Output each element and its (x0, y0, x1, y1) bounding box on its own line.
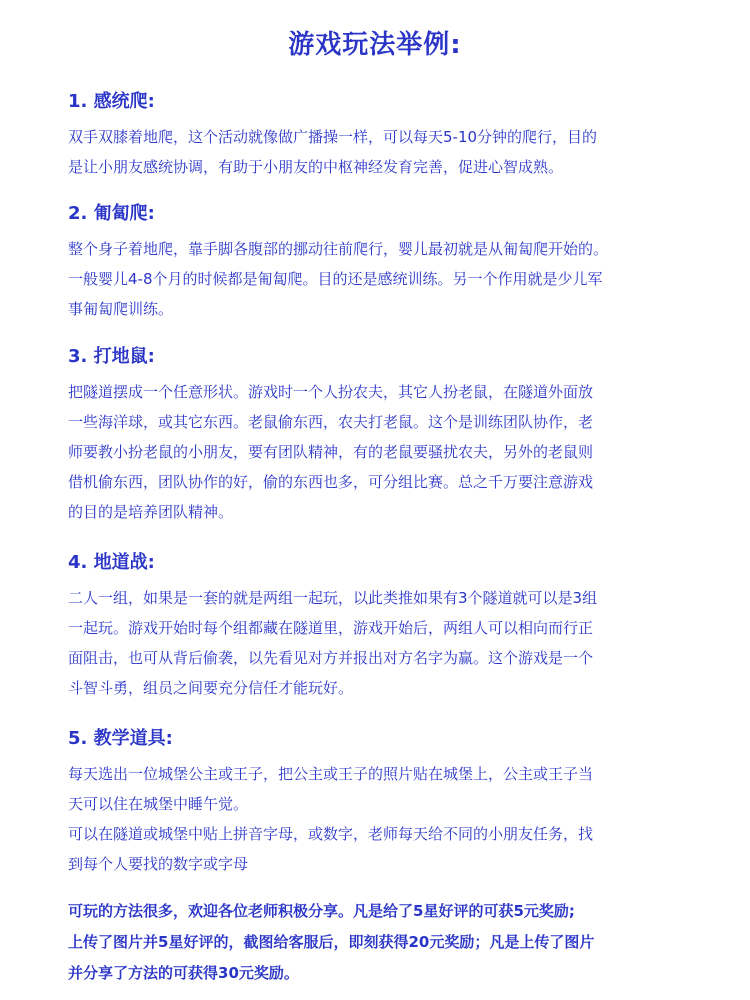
section-line: 面阻击，也可从背后偷袭，以先看见对方并报出对方名字为赢。这个游戏是一个 (68, 649, 594, 667)
section-line: 整个身子着地爬，靠手脚各腹部的挪动往前爬行，婴儿最初就是从匍匐爬开始的。 (68, 240, 609, 258)
section-1 (68, 90, 708, 182)
section-line: 师要教小扮老鼠的小朋友，要有团队精神，有的老鼠要骚扰农夫，另外的老鼠则 (68, 443, 594, 461)
section-line: 一起玩。游戏开始时每个组都藏在隧道里，游戏开始后，两组人可以相向而行正 (68, 619, 594, 637)
section-heading: 1. 感统爬: (68, 91, 155, 112)
section-line: 可以在隧道或城堡中贴上拼音字母，或数字，老师每天给不同的小朋友任务，找 (68, 825, 594, 843)
section-line: 每天选出一位城堡公主或王子，把公主或王子的照片贴在城堡上，公主或王子当 (68, 765, 594, 783)
section-line: 二人一组，如果是一套的就是两组一起玩，以此类推如果有3个隧道就可以是3组 (68, 589, 598, 607)
section-line: 是让小朋友感统协调，有助于小朋友的中枢神经发育完善，促进心智成熟。 (68, 158, 564, 176)
footer-note (68, 896, 708, 989)
section-5 (68, 727, 708, 879)
section-heading: 4. 地道战: (68, 552, 155, 573)
page-title: 游戏玩法举例: (288, 30, 462, 60)
section-line: 一些海洋球，或其它东西。老鼠偷东西，农夫打老鼠。这个是训练团队协作，老 (68, 413, 594, 431)
section-line: 事匍匐爬训练。 (68, 300, 174, 318)
section-line: 的目的是培养团队精神。 (68, 503, 234, 521)
footer-line: 并分享了方法的可获得30元奖励。 (68, 964, 299, 982)
footer-line: 上传了图片并5星好评的，截图给客服后，即刻获得20元奖励；凡是上传了图片 (68, 933, 595, 951)
section-2 (68, 202, 708, 324)
section-line: 一般婴儿4-8个月的时候都是匍匐爬。目的还是感统训练。另一个作用就是少儿军 (68, 270, 603, 288)
section-line: 把隧道摆成一个任意形状。游戏时一个人扮农夫，其它人扮老鼠，在隧道外面放 (68, 383, 594, 401)
section-heading: 5. 教学道具: (68, 728, 173, 749)
section-line: 到每个人要找的数字或字母 (68, 855, 249, 873)
section-3 (68, 345, 708, 527)
section-4 (68, 551, 708, 703)
section-line: 双手双膝着地爬，这个活动就像做广播操一样，可以每天5-10分钟的爬行，目的 (68, 128, 598, 146)
section-line: 斗智斗勇，组员之间要充分信任才能玩好。 (68, 679, 354, 697)
section-line: 天可以住在城堡中睡午觉。 (68, 795, 249, 813)
footer-line: 可玩的方法很多，欢迎各位老师积极分享。凡是给了5星好评的可获5元奖励; (68, 902, 575, 920)
section-line: 借机偷东西，团队协作的好，偷的东西也多，可分组比赛。总之千万要注意游戏 (68, 473, 594, 491)
section-heading: 2. 匍匐爬: (68, 203, 155, 224)
section-heading: 3. 打地鼠: (68, 346, 155, 367)
